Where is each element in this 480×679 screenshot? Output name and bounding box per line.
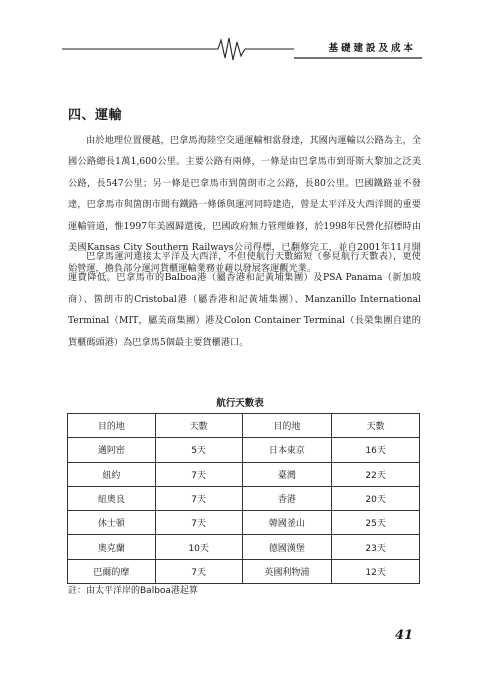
column-header-destination: 目的地 — [242, 414, 332, 438]
table-cell: 22天 — [332, 462, 420, 486]
table-cell: 休士頓 — [68, 511, 156, 535]
table-cell: 巴爾的摩 — [68, 559, 156, 583]
column-header-days: 天數 — [332, 414, 420, 438]
section-title: 四、運輸 — [68, 108, 123, 123]
table-title: 航行天數表 — [216, 398, 264, 409]
table-cell: 5天 — [155, 438, 242, 462]
table-cell: 25天 — [332, 511, 420, 535]
table-cell: 德國漢堡 — [242, 535, 332, 559]
table-cell: 奧克蘭 — [68, 535, 156, 559]
table-footnote: 註：由太平洋岸的Balboa港起算 — [68, 586, 198, 596]
table-cell: 7天 — [155, 486, 242, 510]
table-row — [68, 559, 420, 583]
table-cell: 邁阿密 — [68, 438, 156, 462]
table-cell: 紐約 — [68, 462, 156, 486]
page-number: 41 — [395, 628, 414, 643]
table-row — [68, 462, 420, 486]
table-cell: 7天 — [155, 511, 242, 535]
table-cell: 20天 — [332, 486, 420, 510]
column-header-destination: 目的地 — [68, 414, 156, 438]
table-cell: 16天 — [332, 438, 420, 462]
body-paragraph-2 — [68, 246, 421, 353]
table-header-row — [68, 414, 420, 438]
table-row — [68, 535, 420, 559]
sailing-days-table — [67, 413, 420, 584]
table-cell: 7天 — [155, 462, 242, 486]
table-cell: 韓國釜山 — [242, 511, 332, 535]
running-header — [62, 36, 422, 62]
column-header-days: 天數 — [155, 414, 242, 438]
paragraph-text: 巴拿馬運河連接太平洋及大西洋，不但使航行天數縮短（參見航行天數表），更使運費降低。巴拿馬市的Balboa港（屬香港和記黃埔集團）及PSA Panama（新加坡商）、箇朗市的Cristobal港（屬香港和記黃埔集團）、Manzanillo International Terminal（MIT，屬美商集團）港及Colon Container Terminal（長榮集團自建的貨櫃碼頭港）為巴拿馬5個最主要貨櫃港口。 — [68, 251, 421, 348]
table-cell: 12天 — [332, 559, 420, 583]
paragraph-text: 由於地理位置優越，巴拿馬海陸空交通運輸相當發達，其國內運輸以公路為主，全國公路總長1萬1,600公里。主要公路有兩條，一條是由巴拿馬市到哥斯大黎加之泛美公路，長547公里；另一條是巴拿馬市到箇朗市之公路，長80公里。巴國鐵路並不發達，巴拿馬市與箇朗市間有鐵路一條係與運河同時建造，曾是太平洋及大西洋間的重要運輸管道，惟1997年美國歸還後，巴國政府無力管理維修，於1998年民營化招標時由美國Kansas City Southern Railways公司得標，已翻修完工，並自2001年11月開始營運，擔負部分運河貨櫃運輸業務並藉以發展客運觀光業。 — [68, 135, 421, 275]
header-title: 基礎建設及成本 — [328, 43, 416, 54]
table-cell: 7天 — [155, 559, 242, 583]
table-cell: 英國利物浦 — [242, 559, 332, 583]
table-cell: 日本東京 — [242, 438, 332, 462]
table-cell: 香港 — [242, 486, 332, 510]
table-row — [68, 511, 420, 535]
table-cell: 紐奧良 — [68, 486, 156, 510]
table-row — [68, 438, 420, 462]
table-cell: 10天 — [155, 535, 242, 559]
table-row — [68, 486, 420, 510]
table-cell: 臺灣 — [242, 462, 332, 486]
table-cell: 23天 — [332, 535, 420, 559]
